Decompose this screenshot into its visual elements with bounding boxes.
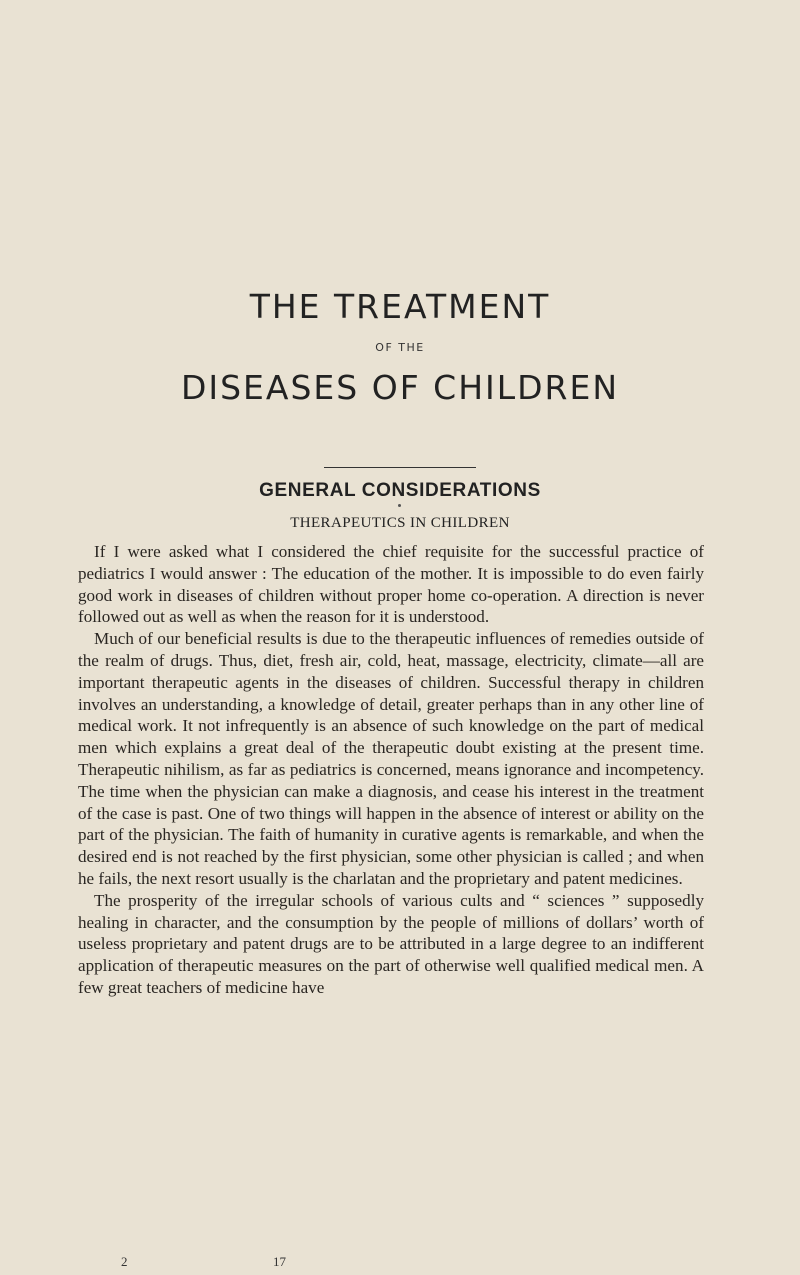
paragraph-1: If I were asked what I considered the chief requisite for the successful practice of pediatrics I would answer : The education of the mother. It is impossible to do even fairly good work in diseases of children without proper home co-operation. A direction is never followed out as well as when the reason for it is understood.	[78, 542, 704, 627]
heading-dot	[398, 504, 401, 507]
page-number: 17	[273, 1254, 286, 1269]
section-heading: GENERAL CONSIDERATIONS	[259, 480, 541, 501]
section-subheading: THERAPEUTICS IN CHILDREN	[290, 515, 510, 531]
title-divider	[324, 467, 476, 468]
paragraph-3: The prosperity of the irregular schools of various cults and “ sciences ” supposedly healing in character, and the consumption by the people of millions of dollars’ worth of useless proprietary and patent drugs are to be attributed in a large degree to an indifferent application of therapeutic measures on the part of otherwise well qualified medical men. A few great teachers of medicine have	[78, 890, 704, 997]
title-line-2: OF THE	[375, 341, 425, 354]
paragraph-2: Much of our beneficial results is due to the therapeutic influences of remedies outside of the realm of drugs. Thus, diet, fresh air, cold, heat, massage, electricity, climate—all are important therapeutic agents in the diseases of children. Successful therapy in children involves an understanding, a knowledge of detail, greater perhaps than in any other line of medical work. It not infrequently is an absence of such knowledge on the part of medical men which explains a great deal of the therapeutic doubt existing at the present time. Therapeutic nihilism, as far as pediatrics is concerned, means ignorance and incompetency. The time when the physician can make a diagnosis, and cease his interest in the treatment of the case is past. One of two things will happen in the absence of interest or ability on the part of the physician. The faith of humanity in curative agents is remarkable, and when the desired end is not reached by the first physician, some other physician is called ; and when he fails, the next resort usually is the charlatan and the proprietary and patent medicines.	[78, 629, 704, 888]
title-line-1: THE TREATMENT	[249, 287, 551, 326]
title-line-3: DISEASES OF CHILDREN	[180, 368, 620, 407]
signature-mark: 2	[121, 1254, 128, 1269]
body-text	[78, 541, 704, 999]
